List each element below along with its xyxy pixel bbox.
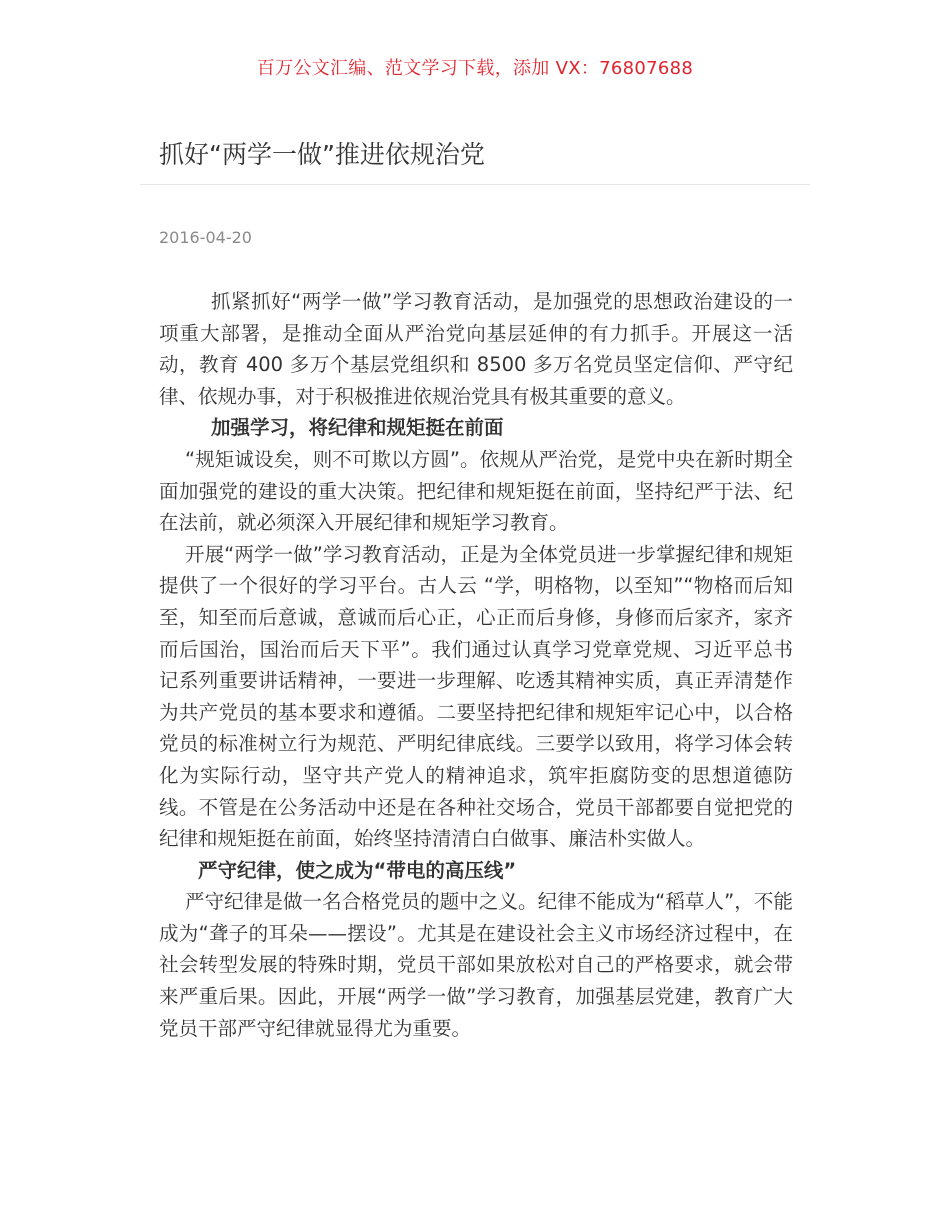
paragraph-rules-quote: “规矩诚设矣，则不可欺以方圆”。依规从严治党，是党中央在新时期全面加强党的建设的重大决策。把纪律和规矩挺在前面，坚持纪严于法、纪在法前，就必须深入开展纪律和规矩学习教育。 bbox=[159, 447, 793, 535]
header-banner: 百万公文汇编、范文学习下载，添加 VX：76807688 bbox=[256, 58, 694, 79]
title-divider bbox=[140, 184, 810, 185]
article-title: 抓好“两学一做”推进依规治党 bbox=[159, 140, 485, 169]
section-heading-study: 加强学习，将纪律和规矩挺在前面 bbox=[211, 416, 504, 440]
article-date: 2016-04-20 bbox=[159, 228, 252, 247]
paragraph-intro: 抓紧抓好“两学一做”学习教育活动，是加强党的思想政治建设的一项重大部署，是推动全面从严治党向基层延伸的有力抓手。开展这一活动，教育 400 多万个基层党组织和 8500 多万名党员坚定信仰、严守纪律、依规办事，对于积极推进依规治党具有极其重要的意义。 bbox=[159, 290, 793, 408]
paragraph-discipline: 严守纪律是做一名合格党员的题中之义。纪律不能成为“稻草人”，不能成为“聋子的耳朵——摆设”。尤其是在建设社会主义市场经济过程中，在社会转型发展的特殊时期，党员干部如果放松对自己的严格要求，就会带来严重后果。因此，开展“两学一做”学习教育，加强基层党建，教育广大党员干部严守纪律就显得尤为重要。 bbox=[159, 890, 793, 1040]
section-heading-discipline: 严守纪律，使之成为“带电的高压线” bbox=[198, 858, 517, 882]
paragraph-study-platform: 开展“两学一做”学习教育活动，正是为全体党员进一步掌握纪律和规矩提供了一个很好的学习平台。古人云 “学，明格物，以至知”“物格而后知至，知至而后意诚，意诚而后心正，心正而后身修，身修而后家齐，家齐而后国治，国治而后天下平”。我们通过认真学习党章党规、习近平总书记系列重要讲话精神，一要进一步理解、吃透其精神实质，真正弄清楚作为共产党员的基本要求和遵循。二要坚持把纪律和规矩牢记心中，以合格党员的标准树立行为规范、严明纪律底线。三要学以致用，将学习体会转化为实际行动，坚守共产党人的精神追求，筑牢拒腐防变的思想道德防线。不管是在公务活动中还是在各种社交场合，党员干部都要自觉把党的纪律和规矩挺在前面，始终坚持清清白白做事、廉洁朴实做人。 bbox=[159, 542, 793, 851]
article-body bbox=[159, 286, 793, 1044]
